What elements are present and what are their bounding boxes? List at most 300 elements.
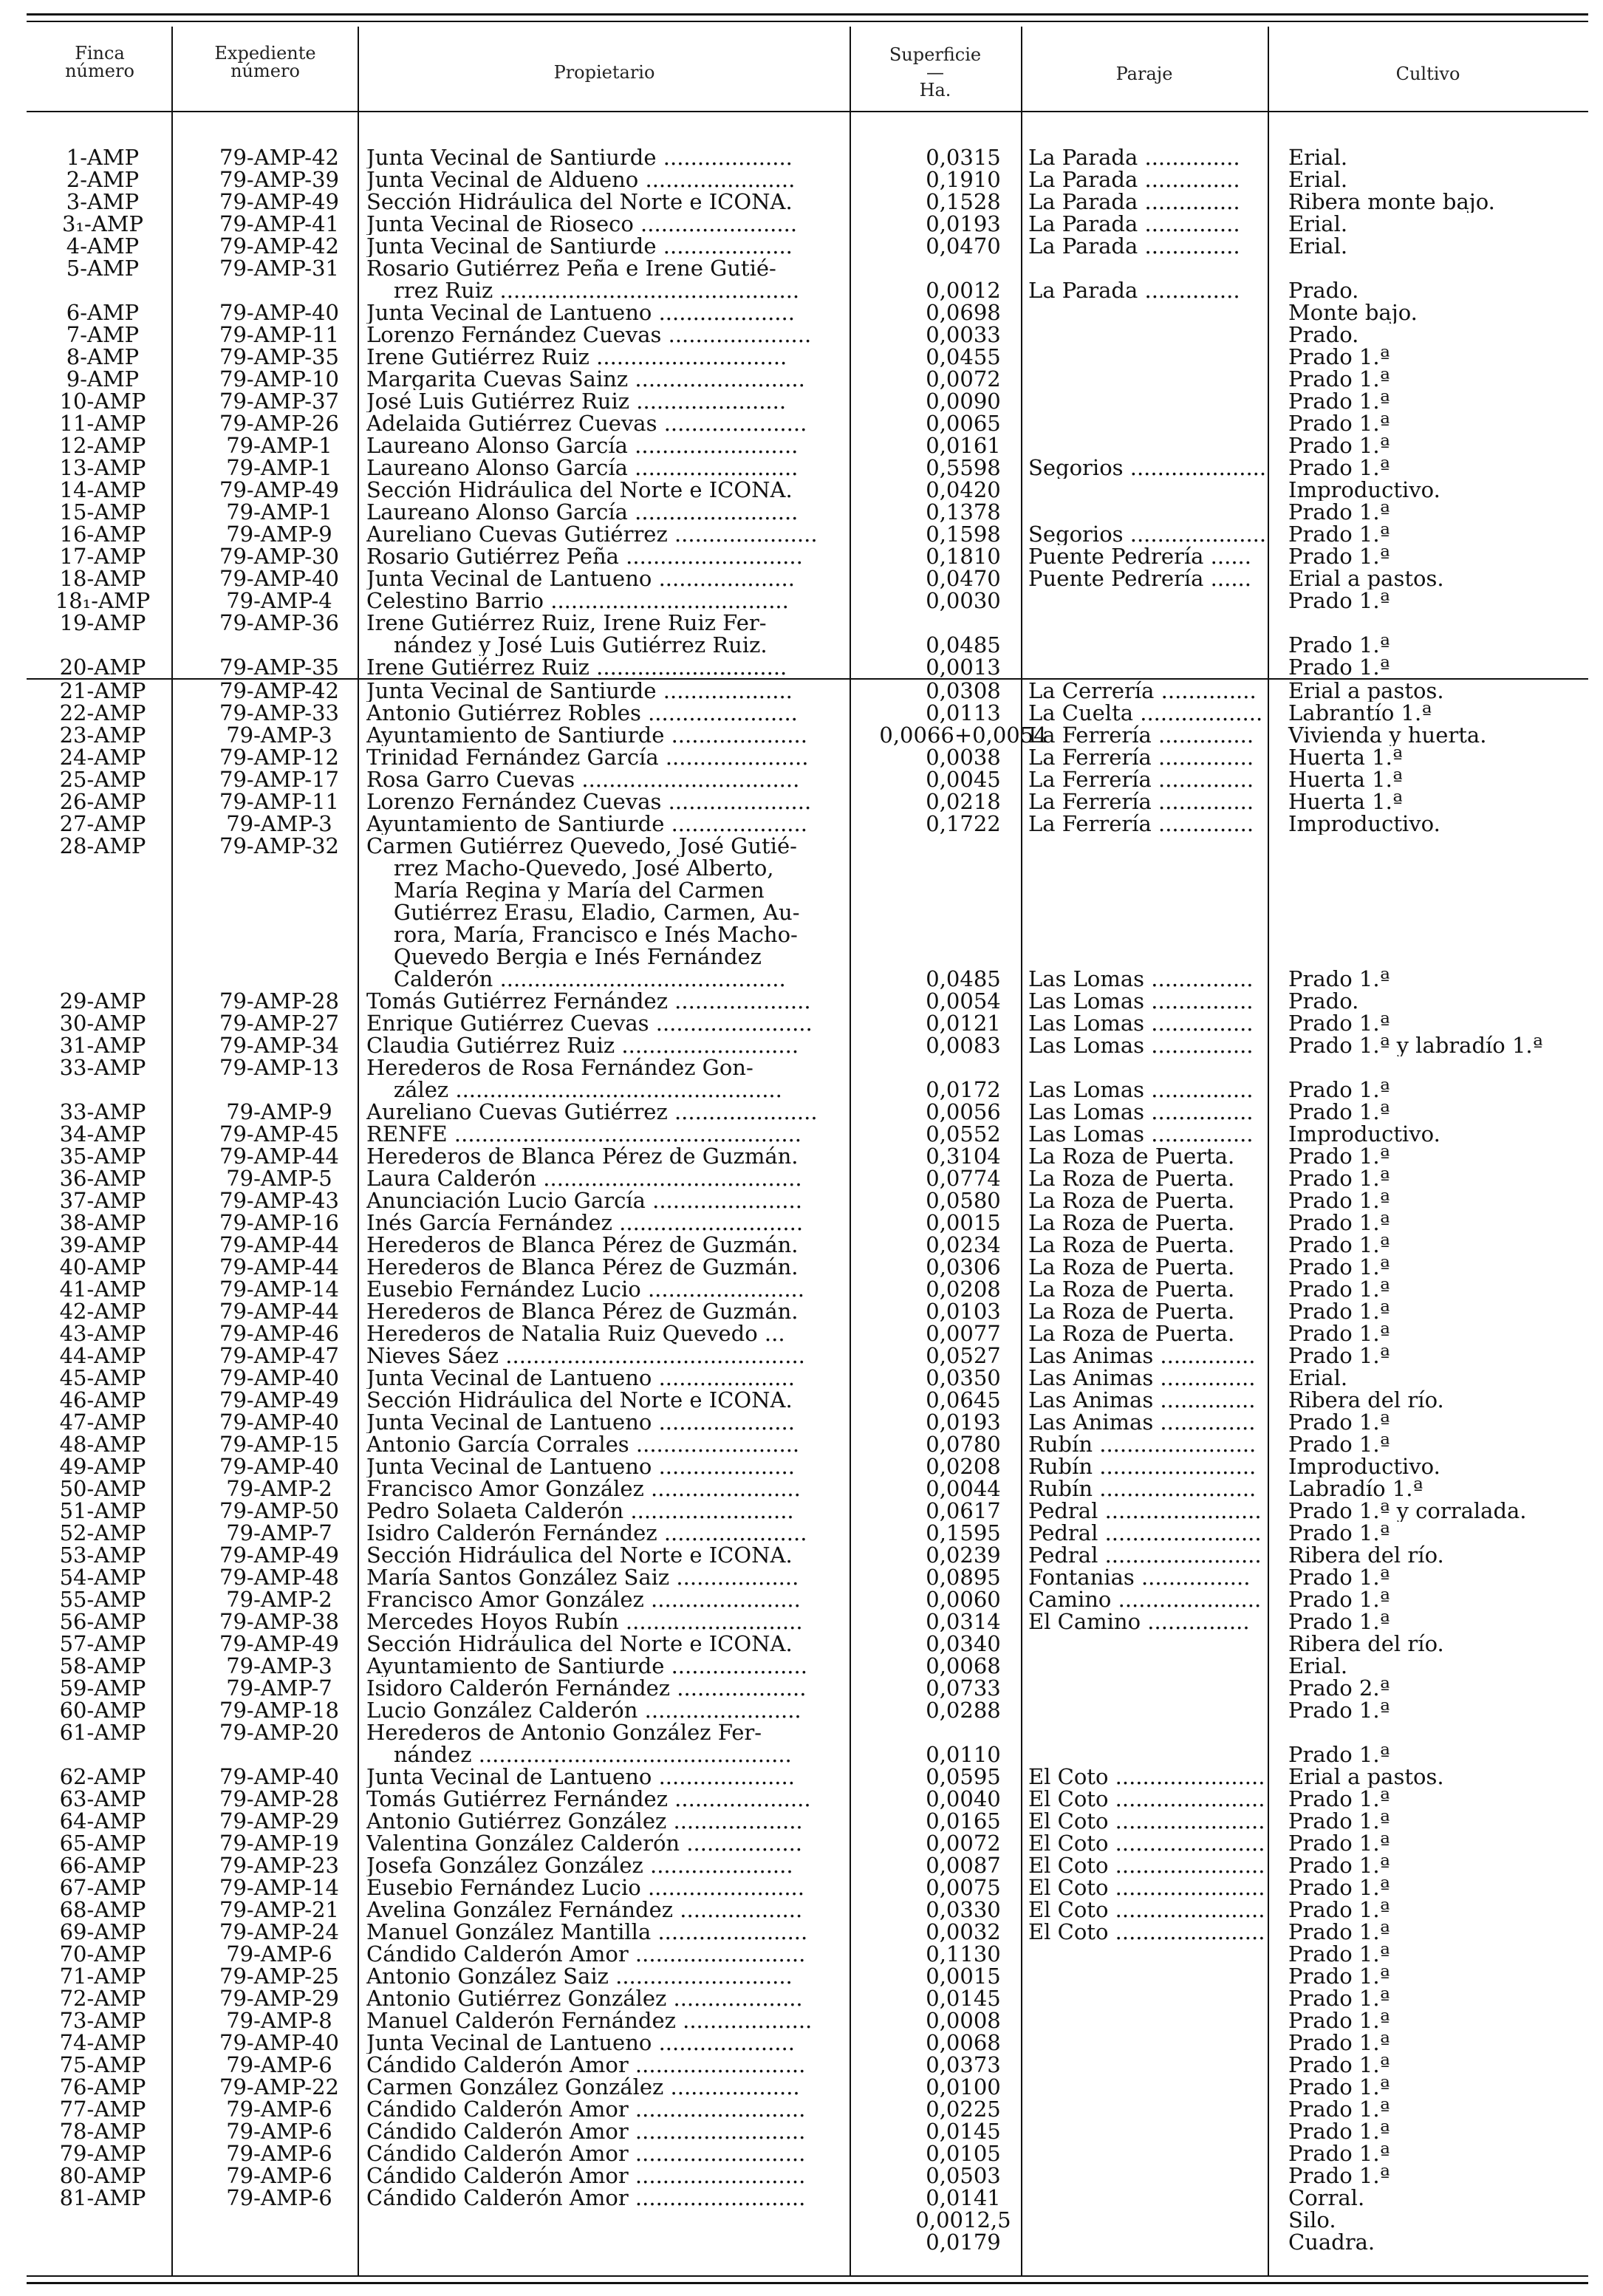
cultivo-cell: Prado 1.ª bbox=[1288, 1832, 1390, 1854]
expediente-cell: 79-AMP-35 bbox=[219, 656, 339, 678]
superficie-cell: 0,1722 bbox=[926, 813, 1001, 835]
cultivo-cell: Prado 1.ª bbox=[1288, 1522, 1390, 1544]
finca-cell: 56-AMP bbox=[59, 1610, 146, 1633]
expediente-cell: 79-AMP-37 bbox=[219, 390, 339, 412]
finca-cell: 5-AMP bbox=[66, 257, 140, 279]
cultivo-cell: Prado. bbox=[1288, 990, 1359, 1012]
superficie-cell: 0,0145 bbox=[926, 2120, 1001, 2142]
paraje-cell: El Camino ............... bbox=[1028, 1610, 1250, 1633]
expediente-cell: 79-AMP-16 bbox=[219, 1212, 339, 1234]
table-row bbox=[27, 1943, 1588, 1965]
propietario-cell: Sección Hidráulica del Norte e ICONA. bbox=[366, 1544, 793, 1566]
finca-cell: 24-AMP bbox=[59, 746, 146, 768]
paraje-cell: Las Animas .............. bbox=[1028, 1345, 1256, 1367]
superficie-cell: 0,0733 bbox=[926, 1677, 1001, 1699]
propietario-cell: Herederos de Natalia Ruiz Quevedo ... bbox=[366, 1322, 785, 1345]
expediente-cell: 79-AMP-49 bbox=[219, 191, 339, 213]
expediente-cell: 79-AMP-42 bbox=[219, 680, 339, 702]
table-row bbox=[27, 412, 1588, 434]
superficie-cell: 0,0105 bbox=[926, 2142, 1001, 2165]
expediente-cell: 79-AMP-48 bbox=[219, 1566, 339, 1588]
finca-cell: 34-AMP bbox=[59, 1123, 146, 1145]
superficie-cell: 0,0065 bbox=[926, 412, 1001, 434]
expediente-cell: 79-AMP-9 bbox=[226, 1101, 332, 1123]
cultivo-cell: Prado 1.ª bbox=[1288, 1788, 1390, 1810]
finca-cell: 77-AMP bbox=[59, 2098, 146, 2120]
superficie-cell: 0,0083 bbox=[926, 1034, 1001, 1056]
expediente-cell: 79-AMP-10 bbox=[219, 368, 339, 390]
table-row bbox=[27, 2165, 1588, 2187]
table-row bbox=[27, 1123, 1588, 1145]
finca-cell: 17-AMP bbox=[59, 545, 146, 567]
cultivo-cell: Prado 1.ª bbox=[1288, 1012, 1390, 1034]
superficie-cell: 0,0172 bbox=[926, 1079, 1001, 1101]
propietario-cell: Sección Hidráulica del Norte e ICONA. bbox=[366, 191, 793, 213]
propietario-cell: Celestino Barrio ................................... bbox=[366, 590, 789, 612]
expediente-cell: 79-AMP-49 bbox=[219, 479, 339, 501]
finca-cell: 60-AMP bbox=[59, 1699, 146, 1721]
table-row bbox=[27, 346, 1588, 368]
paraje-cell: La Roza de Puerta. bbox=[1028, 1278, 1235, 1300]
propietario-cell: rrez Ruiz ............................................ bbox=[366, 279, 800, 301]
cultivo-cell: Silo. bbox=[1288, 2209, 1336, 2231]
finca-cell: 66-AMP bbox=[59, 1854, 146, 1876]
expediente-cell: 79-AMP-6 bbox=[226, 2142, 332, 2165]
table-row bbox=[27, 702, 1588, 724]
table-row bbox=[27, 923, 1588, 946]
superficie-cell: 0,0015 bbox=[926, 1212, 1001, 1234]
propietario-cell: Nieves Sáez ............................................ bbox=[366, 1345, 805, 1367]
expediente-cell: 79-AMP-32 bbox=[219, 835, 339, 857]
table-row bbox=[27, 2120, 1588, 2142]
paraje-cell: Puente Pedrería ...... bbox=[1028, 545, 1251, 567]
propietario-cell: María Santos González Saiz .................. bbox=[366, 1566, 799, 1588]
finca-cell: 31-AMP bbox=[59, 1034, 146, 1056]
table-row bbox=[27, 1854, 1588, 1876]
expediente-cell: 79-AMP-14 bbox=[219, 1876, 339, 1899]
table-row bbox=[27, 1234, 1588, 1256]
expediente-cell: 79-AMP-19 bbox=[219, 1832, 339, 1854]
propietario-cell: rrez Macho-Quevedo, José Alberto, bbox=[366, 857, 774, 879]
paraje-cell: El Coto ...................... bbox=[1028, 1766, 1265, 1788]
cultivo-cell: Monte bajo. bbox=[1288, 301, 1418, 324]
cultivo-cell: Prado 1.ª bbox=[1288, 656, 1390, 678]
superficie-cell: 0,0012,5 bbox=[915, 2209, 1011, 2231]
finca-cell: 62-AMP bbox=[59, 1766, 146, 1788]
table-row bbox=[27, 1788, 1588, 1810]
table-row bbox=[27, 1455, 1588, 1477]
superficie-cell: 0,0470 bbox=[926, 567, 1001, 590]
header-expediente-line1: Expediente bbox=[214, 43, 316, 64]
propietario-cell: Cándido Calderón Amor ......................... bbox=[366, 2098, 806, 2120]
propietario-cell: Lorenzo Fernández Cuevas ..................... bbox=[366, 324, 812, 346]
header-finca-line2: número bbox=[65, 61, 134, 81]
superficie-cell: 0,0314 bbox=[926, 1610, 1001, 1633]
superficie-cell: 0,0032 bbox=[926, 1921, 1001, 1943]
table-row bbox=[27, 1145, 1588, 1167]
paraje-cell: La Roza de Puerta. bbox=[1028, 1256, 1235, 1278]
expediente-cell: 79-AMP-6 bbox=[226, 2120, 332, 2142]
cultivo-cell: Prado 1.ª bbox=[1288, 2009, 1390, 2032]
finca-cell: 10-AMP bbox=[59, 390, 146, 412]
superficie-cell: 0,0072 bbox=[926, 1832, 1001, 1854]
superficie-cell: 0,0012 bbox=[926, 279, 1001, 301]
cultivo-cell: Erial. bbox=[1288, 213, 1348, 235]
table-row bbox=[27, 1522, 1588, 1544]
propietario-cell: Tomás Gutiérrez Fernández .................... bbox=[366, 990, 811, 1012]
finca-cell: 15-AMP bbox=[59, 501, 146, 523]
header-superficie-line3: Ha. bbox=[919, 80, 951, 100]
finca-cell: 25-AMP bbox=[59, 768, 146, 790]
cultivo-cell: Prado 1.ª bbox=[1288, 968, 1390, 990]
table-row bbox=[27, 1034, 1588, 1056]
table-row bbox=[27, 567, 1588, 590]
superficie-cell: 0,0077 bbox=[926, 1322, 1001, 1345]
propietario-cell: Rosario Gutiérrez Peña e Irene Gutié- bbox=[366, 257, 776, 279]
cultivo-cell: Prado 1.ª bbox=[1288, 1743, 1390, 1766]
paraje-cell: El Coto ...................... bbox=[1028, 1854, 1265, 1876]
finca-cell: 22-AMP bbox=[59, 702, 146, 724]
superficie-cell: 0,0420 bbox=[926, 479, 1001, 501]
paraje-cell: La Ferrería .............. bbox=[1028, 790, 1254, 813]
propietario-cell: Sección Hidráulica del Norte e ICONA. bbox=[366, 1633, 793, 1655]
finca-cell: 65-AMP bbox=[59, 1832, 146, 1854]
cultivo-cell: Ribera del río. bbox=[1288, 1544, 1444, 1566]
expediente-cell: 79-AMP-6 bbox=[226, 1943, 332, 1965]
finca-cell: 76-AMP bbox=[59, 2076, 146, 2098]
expediente-cell: 79-AMP-28 bbox=[219, 1788, 339, 1810]
table-row bbox=[27, 1743, 1588, 1766]
propietario-cell: Laureano Alonso García ........................ bbox=[366, 434, 799, 457]
paraje-cell: La Ferrería .............. bbox=[1028, 813, 1254, 835]
superficie-cell: 0,0208 bbox=[926, 1455, 1001, 1477]
table-row bbox=[27, 523, 1588, 545]
header-finca bbox=[30, 44, 170, 80]
expediente-cell: 79-AMP-49 bbox=[219, 1633, 339, 1655]
paraje-cell: La Cuelta .................. bbox=[1028, 702, 1263, 724]
cultivo-cell: Prado 1.ª bbox=[1288, 1145, 1390, 1167]
table-row bbox=[27, 1411, 1588, 1433]
header-propietario: Propietario bbox=[553, 62, 655, 83]
finca-cell: 35-AMP bbox=[59, 1145, 146, 1167]
table-row bbox=[27, 213, 1588, 235]
propietario-cell: Junta Vecinal de Aldueno ...................... bbox=[366, 168, 796, 191]
table-row bbox=[27, 1500, 1588, 1522]
top-rule-outer bbox=[27, 13, 1588, 16]
expediente-cell: 79-AMP-50 bbox=[219, 1500, 339, 1522]
propietario-cell: Avelina González Fernández .................. bbox=[366, 1899, 803, 1921]
superficie-cell: 0,0044 bbox=[926, 1477, 1001, 1500]
superficie-cell: 0,0110 bbox=[926, 1743, 1001, 1766]
cultivo-cell: Corral. bbox=[1288, 2187, 1365, 2209]
expediente-cell: 79-AMP-14 bbox=[219, 1278, 339, 1300]
expediente-cell: 79-AMP-42 bbox=[219, 146, 339, 168]
table-row bbox=[27, 1987, 1588, 2009]
cultivo-cell: Labrantío 1.ª bbox=[1288, 702, 1432, 724]
propietario-cell: Junta Vecinal de Lantueno .................... bbox=[366, 1367, 795, 1389]
finca-cell: 13-AMP bbox=[59, 457, 146, 479]
superficie-cell: 0,0045 bbox=[926, 768, 1001, 790]
propietario-cell: Cándido Calderón Amor ......................... bbox=[366, 2187, 806, 2209]
finca-cell: 75-AMP bbox=[59, 2054, 146, 2076]
cultivo-cell: Prado 1.ª bbox=[1288, 1876, 1390, 1899]
paraje-cell: Pedral ....................... bbox=[1028, 1500, 1262, 1522]
propietario-cell: Anunciación Lucio García ...................... bbox=[366, 1189, 802, 1212]
expediente-cell: 79-AMP-40 bbox=[219, 1766, 339, 1788]
table-row bbox=[27, 1876, 1588, 1899]
propietario-cell: Rosario Gutiérrez Peña .......................... bbox=[366, 545, 803, 567]
cultivo-cell: Vivienda y huerta. bbox=[1288, 724, 1487, 746]
propietario-cell: Josefa González González ..................... bbox=[366, 1854, 793, 1876]
superficie-cell: 0,1598 bbox=[926, 523, 1001, 545]
header-paraje: Paraje bbox=[1115, 64, 1173, 84]
table-row bbox=[27, 1167, 1588, 1189]
header-superficie bbox=[851, 46, 1019, 99]
finca-cell: 47-AMP bbox=[59, 1411, 146, 1433]
finca-cell: 7-AMP bbox=[66, 324, 140, 346]
finca-cell: 21-AMP bbox=[59, 680, 146, 702]
header-expediente-line2: número bbox=[230, 61, 300, 81]
finca-cell: 72-AMP bbox=[59, 1987, 146, 2009]
cultivo-cell: Prado 1.ª bbox=[1288, 1411, 1390, 1433]
propietario-cell: Herederos de Blanca Pérez de Guzmán. bbox=[366, 1256, 799, 1278]
table-row bbox=[27, 768, 1588, 790]
expediente-cell: 79-AMP-29 bbox=[219, 1810, 339, 1832]
expediente-cell: 79-AMP-18 bbox=[219, 1699, 339, 1721]
superficie-cell: 0,1595 bbox=[926, 1522, 1001, 1544]
finca-cell: 27-AMP bbox=[59, 813, 146, 835]
paraje-cell: El Coto ...................... bbox=[1028, 1788, 1265, 1810]
finca-cell: 1-AMP bbox=[66, 146, 140, 168]
cultivo-cell: Prado 1.ª bbox=[1288, 1079, 1390, 1101]
propietario-cell: Isidro Calderón Fernández ..................... bbox=[366, 1522, 807, 1544]
propietario-cell: Junta Vecinal de Santiurde ................... bbox=[366, 235, 793, 257]
superficie-cell: 0,0013 bbox=[926, 656, 1001, 678]
superficie-cell: 0,0087 bbox=[926, 1854, 1001, 1876]
superficie-cell: 0,0008 bbox=[926, 2009, 1001, 2032]
expediente-cell: 79-AMP-13 bbox=[219, 1056, 339, 1079]
cultivo-cell: Prado 1.ª bbox=[1288, 434, 1390, 457]
propietario-cell: Herederos de Antonio González Fer- bbox=[366, 1721, 762, 1743]
paraje-cell: Camino ..................... bbox=[1028, 1588, 1262, 1610]
table-row bbox=[27, 545, 1588, 567]
propietario-cell: Junta Vecinal de Lantueno .................... bbox=[366, 567, 795, 590]
superficie-cell: 0,0225 bbox=[926, 2098, 1001, 2120]
propietario-cell: Cándido Calderón Amor ......................... bbox=[366, 1943, 806, 1965]
expediente-cell: 79-AMP-47 bbox=[219, 1345, 339, 1367]
propietario-cell: Junta Vecinal de Lantueno .................... bbox=[366, 301, 795, 324]
expediente-cell: 79-AMP-38 bbox=[219, 1610, 339, 1633]
table-row bbox=[27, 1056, 1588, 1079]
finca-cell: 29-AMP bbox=[59, 990, 146, 1012]
finca-cell: 52-AMP bbox=[59, 1522, 146, 1544]
expediente-cell: 79-AMP-44 bbox=[219, 1256, 339, 1278]
expediente-cell: 79-AMP-6 bbox=[226, 2098, 332, 2120]
superficie-cell: 0,0208 bbox=[926, 1278, 1001, 1300]
superficie-cell: 0,0617 bbox=[926, 1500, 1001, 1522]
propietario-cell: Herederos de Blanca Pérez de Guzmán. bbox=[366, 1234, 799, 1256]
expediente-cell: 79-AMP-49 bbox=[219, 1544, 339, 1566]
expediente-cell: 79-AMP-40 bbox=[219, 2032, 339, 2054]
expediente-cell: 79-AMP-5 bbox=[226, 1167, 332, 1189]
cultivo-cell: Prado 1.ª bbox=[1288, 1212, 1390, 1234]
table-row bbox=[27, 1433, 1588, 1455]
finca-cell: 20-AMP bbox=[59, 656, 146, 678]
table-row bbox=[27, 678, 1588, 702]
expediente-cell: 79-AMP-45 bbox=[219, 1123, 339, 1145]
superficie-cell: 0,0033 bbox=[926, 324, 1001, 346]
expediente-cell: 79-AMP-6 bbox=[226, 2187, 332, 2209]
table-row bbox=[27, 301, 1588, 324]
finca-cell: 53-AMP bbox=[59, 1544, 146, 1566]
cultivo-cell: Ribera monte bajo. bbox=[1288, 191, 1495, 213]
table-row bbox=[27, 1079, 1588, 1101]
expediente-cell: 79-AMP-6 bbox=[226, 2165, 332, 2187]
table-row bbox=[27, 612, 1588, 634]
cultivo-cell: Prado 1.ª bbox=[1288, 1921, 1390, 1943]
finca-cell: 37-AMP bbox=[59, 1189, 146, 1212]
expediente-cell: 79-AMP-44 bbox=[219, 1234, 339, 1256]
paraje-cell: La Parada .............. bbox=[1028, 213, 1240, 235]
propietario-cell: María Regina y María del Carmen bbox=[366, 879, 765, 901]
cultivo-cell: Prado 1.ª bbox=[1288, 457, 1390, 479]
table-row bbox=[27, 1921, 1588, 1943]
table-row bbox=[27, 501, 1588, 523]
paraje-cell: La Parada .............. bbox=[1028, 168, 1240, 191]
cultivo-cell: Ribera del río. bbox=[1288, 1633, 1444, 1655]
propietario-cell: Manuel González Mantilla ...................... bbox=[366, 1921, 808, 1943]
paraje-cell: Las Animas .............. bbox=[1028, 1367, 1256, 1389]
expediente-cell: 79-AMP-34 bbox=[219, 1034, 339, 1056]
table-row bbox=[27, 1832, 1588, 1854]
finca-cell: 68-AMP bbox=[59, 1899, 146, 1921]
finca-cell: 59-AMP bbox=[59, 1677, 146, 1699]
superficie-cell: 0,0234 bbox=[926, 1234, 1001, 1256]
cultivo-cell: Prado 1.ª y corralada. bbox=[1288, 1500, 1527, 1522]
table-row bbox=[27, 191, 1588, 213]
propietario-cell: Adelaida Gutiérrez Cuevas ..................... bbox=[366, 412, 807, 434]
expediente-cell: 79-AMP-46 bbox=[219, 1322, 339, 1345]
table-row bbox=[27, 390, 1588, 412]
superficie-cell: 0,1528 bbox=[926, 191, 1001, 213]
table-row bbox=[27, 590, 1588, 612]
cultivo-cell: Prado 1.ª bbox=[1288, 1810, 1390, 1832]
paraje-cell: Las Lomas ............... bbox=[1028, 1012, 1254, 1034]
finca-cell: 42-AMP bbox=[59, 1300, 146, 1322]
finca-cell: 39-AMP bbox=[59, 1234, 146, 1256]
cultivo-cell: Prado. bbox=[1288, 324, 1359, 346]
finca-cell: 80-AMP bbox=[59, 2165, 146, 2187]
propietario-cell: Laureano Alonso García ........................ bbox=[366, 501, 799, 523]
expediente-cell: 79-AMP-12 bbox=[219, 746, 339, 768]
expediente-cell: 79-AMP-30 bbox=[219, 545, 339, 567]
expediente-cell: 79-AMP-22 bbox=[219, 2076, 339, 2098]
expediente-cell: 79-AMP-1 bbox=[226, 457, 332, 479]
cultivo-cell: Erial. bbox=[1288, 1367, 1348, 1389]
propietario-cell: zález ................................................ bbox=[366, 1079, 782, 1101]
expediente-cell: 79-AMP-11 bbox=[219, 790, 339, 813]
paraje-cell: La Parada .............. bbox=[1028, 279, 1240, 301]
propietario-cell: Irene Gutiérrez Ruiz, Irene Ruiz Fer- bbox=[366, 612, 767, 634]
propietario-cell: RENFE ................................................... bbox=[366, 1123, 802, 1145]
finca-cell: 45-AMP bbox=[59, 1367, 146, 1389]
superficie-cell: 0,0595 bbox=[926, 1766, 1001, 1788]
propietario-cell: Manuel Calderón Fernández ................... bbox=[366, 2009, 813, 2032]
expediente-cell: 79-AMP-40 bbox=[219, 1367, 339, 1389]
superficie-cell: 0,0455 bbox=[926, 346, 1001, 368]
table-row bbox=[27, 746, 1588, 768]
table-row bbox=[27, 1544, 1588, 1566]
superficie-cell: 0,0288 bbox=[926, 1699, 1001, 1721]
finca-cell: 9-AMP bbox=[66, 368, 140, 390]
superficie-cell: 0,0308 bbox=[926, 680, 1001, 702]
paraje-cell: La Ferrería .............. bbox=[1028, 724, 1254, 746]
propietario-cell: Francisco Amor González ...................... bbox=[366, 1477, 801, 1500]
expediente-cell: 79-AMP-3 bbox=[226, 1655, 332, 1677]
expediente-cell: 79-AMP-20 bbox=[219, 1721, 339, 1743]
finca-cell: 18₁-AMP bbox=[55, 590, 151, 612]
superficie-cell: 0,0193 bbox=[926, 1411, 1001, 1433]
paraje-cell: Pedral ....................... bbox=[1028, 1522, 1262, 1544]
superficie-cell: 0,0068 bbox=[926, 1655, 1001, 1677]
superficie-cell: 0,0340 bbox=[926, 1633, 1001, 1655]
finca-cell: 26-AMP bbox=[59, 790, 146, 813]
superficie-cell: 0,0645 bbox=[926, 1389, 1001, 1411]
table-row bbox=[27, 1655, 1588, 1677]
propietario-cell: Isidoro Calderón Fernández ................... bbox=[366, 1677, 807, 1699]
expediente-cell: 79-AMP-4 bbox=[226, 590, 332, 612]
table-row bbox=[27, 279, 1588, 301]
paraje-cell: La Ferrería .............. bbox=[1028, 746, 1254, 768]
superficie-cell: 0,0470 bbox=[926, 235, 1001, 257]
propietario-cell: Antonio García Corrales ........................ bbox=[366, 1433, 800, 1455]
cultivo-cell: Prado 1.ª bbox=[1288, 346, 1390, 368]
finca-cell: 67-AMP bbox=[59, 1876, 146, 1899]
superficie-cell: 0,0141 bbox=[926, 2187, 1001, 2209]
propietario-cell: Quevedo Bergia e Inés Fernández bbox=[366, 946, 762, 968]
expediente-cell: 79-AMP-26 bbox=[219, 412, 339, 434]
superficie-cell: 0,0165 bbox=[926, 1810, 1001, 1832]
table-row bbox=[27, 1721, 1588, 1743]
cultivo-cell: Prado 1.ª bbox=[1288, 1943, 1390, 1965]
superficie-cell: 0,1810 bbox=[926, 545, 1001, 567]
table-row bbox=[27, 879, 1588, 901]
table-row bbox=[27, 2231, 1588, 2253]
cultivo-cell: Prado 1.ª bbox=[1288, 1899, 1390, 1921]
expediente-cell: 79-AMP-49 bbox=[219, 1389, 339, 1411]
propietario-cell: José Luis Gutiérrez Ruiz ...................... bbox=[366, 390, 787, 412]
header-finca-line1: Finca bbox=[75, 43, 125, 64]
table-row bbox=[27, 656, 1588, 678]
paraje-cell: Las Lomas ............... bbox=[1028, 1101, 1254, 1123]
cultivo-cell: Improductivo. bbox=[1288, 1123, 1440, 1145]
finca-cell: 73-AMP bbox=[59, 2009, 146, 2032]
expediente-cell: 79-AMP-1 bbox=[226, 434, 332, 457]
paraje-cell: La Cerrería .............. bbox=[1028, 680, 1257, 702]
expediente-cell: 79-AMP-7 bbox=[226, 1522, 332, 1544]
cultivo-cell: Prado 1.ª bbox=[1288, 2054, 1390, 2076]
superficie-cell: 0,0161 bbox=[926, 434, 1001, 457]
finca-cell: 11-AMP bbox=[59, 412, 146, 434]
finca-cell: 23-AMP bbox=[59, 724, 146, 746]
propietario-cell: nández .............................................. bbox=[366, 1743, 792, 1766]
table-row bbox=[27, 968, 1588, 990]
expediente-cell: 79-AMP-3 bbox=[226, 724, 332, 746]
propietario-cell: Junta Vecinal de Lantueno .................... bbox=[366, 1411, 795, 1433]
finca-cell: 69-AMP bbox=[59, 1921, 146, 1943]
table-row bbox=[27, 2032, 1588, 2054]
cultivo-cell: Prado 1.ª bbox=[1288, 2076, 1390, 2098]
